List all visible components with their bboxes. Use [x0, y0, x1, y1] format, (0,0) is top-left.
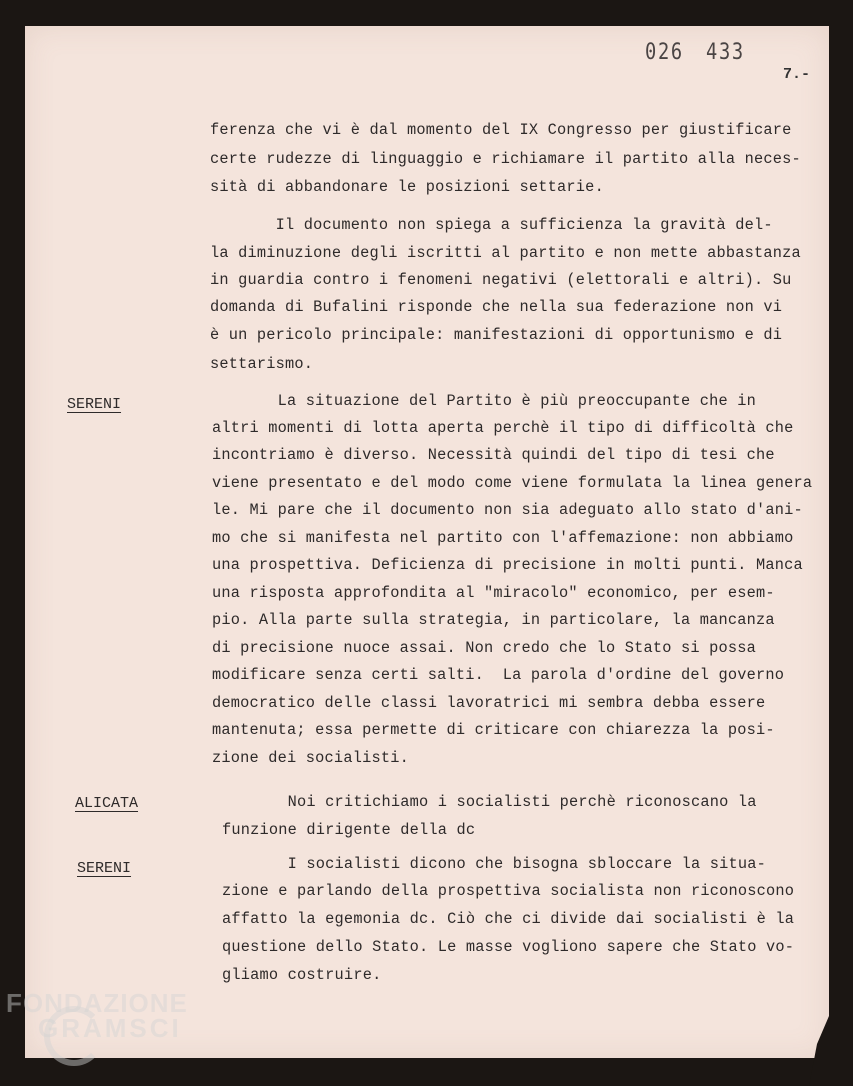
text-line: gliamo costruire. — [222, 966, 382, 984]
speaker-label-sereni: SERENI — [67, 396, 122, 413]
text-line: zione dei socialisti. — [212, 749, 409, 767]
text-line: Noi critichiamo i socialisti perchè riconoscano la — [222, 793, 757, 811]
text-line: viene presentato e del modo come viene formulata la linea genera — [212, 474, 813, 492]
text-line: funzione dirigente della dc — [222, 821, 476, 839]
text-line: di precisione nuoce assai. Non credo che lo Stato si possa — [212, 639, 757, 657]
watermark-line-2: GRAMSCI — [38, 1013, 182, 1043]
text-line: la diminuzione degli iscritti al partito e non mette abbastanza — [210, 244, 801, 262]
text-line: mo che si manifesta nel partito con l'affemazione: non abbiamo — [212, 529, 794, 547]
text-line: questione dello Stato. Le masse vogliono sapere che Stato vo- — [222, 938, 795, 956]
archive-number-part-1: 026 — [645, 40, 684, 65]
text-line: le. Mi pare che il documento non sia adeguato allo stato d'ani- — [212, 501, 803, 519]
archive-number — [645, 40, 767, 65]
text-line: è un pericolo principale: manifestazioni di opportunismo e di — [210, 326, 783, 344]
page-number: 7.- — [783, 66, 811, 83]
text-line: una prospettiva. Deficienza di precisione in molti punti. Manca — [212, 556, 803, 574]
text-line: settarismo. — [210, 355, 314, 373]
torn-corner — [809, 1016, 829, 1086]
text-line: certe rudezze di linguaggio e richiamare il partito alla neces- — [210, 150, 801, 168]
text-line: pio. Alla parte sulla strategia, in particolare, la mancanza — [212, 611, 775, 629]
text-line: zione e parlando della prospettiva socialista non riconoscono — [222, 882, 795, 900]
text-line: una risposta approfondita al "miracolo" economico, per esem- — [212, 584, 775, 602]
watermark-line-1: FONDAZIONE — [6, 988, 188, 1018]
text-line: incontriamo è diverso. Necessità quindi del tipo di tesi che — [212, 446, 775, 464]
text-line: I socialisti dicono che bisogna sbloccare la situa- — [222, 855, 767, 873]
text-line: ferenza che vi è dal momento del IX Congresso per giustificare — [210, 121, 792, 139]
speaker-label-sereni-2: SERENI — [77, 860, 132, 877]
text-line: affatto la egemonia dc. Ciò che ci divide dai socialisti è la — [222, 910, 795, 928]
text-line: domanda di Bufalini risponde che nella sua federazione non vi — [210, 298, 783, 316]
text-line: mantenuta; essa permette di criticare con chiarezza la posi- — [212, 721, 775, 739]
speaker-label-alicata: ALICATA — [75, 795, 139, 812]
text-line: modificare senza certi salti. La parola d'ordine del governo — [212, 666, 785, 684]
fondazione-gramsci-watermark — [6, 988, 188, 1044]
text-line: Il documento non spiega a sufficienza la gravità del- — [210, 216, 773, 234]
text-line: La situazione del Partito è più preoccupante che in — [212, 392, 757, 410]
text-line: sità di abbandonare le posizioni settarie. — [210, 178, 604, 196]
text-line: democratico delle classi lavoratrici mi sembra debba essere — [212, 694, 766, 712]
text-line: altri momenti di lotta aperta perchè il tipo di difficoltà che — [212, 419, 794, 437]
text-line: in guardia contro i fenomeni negativi (elettorali e altri). Su — [210, 271, 792, 289]
gramsci-logo-icon — [44, 1006, 104, 1066]
archive-number-part-2: 433 — [705, 40, 745, 65]
